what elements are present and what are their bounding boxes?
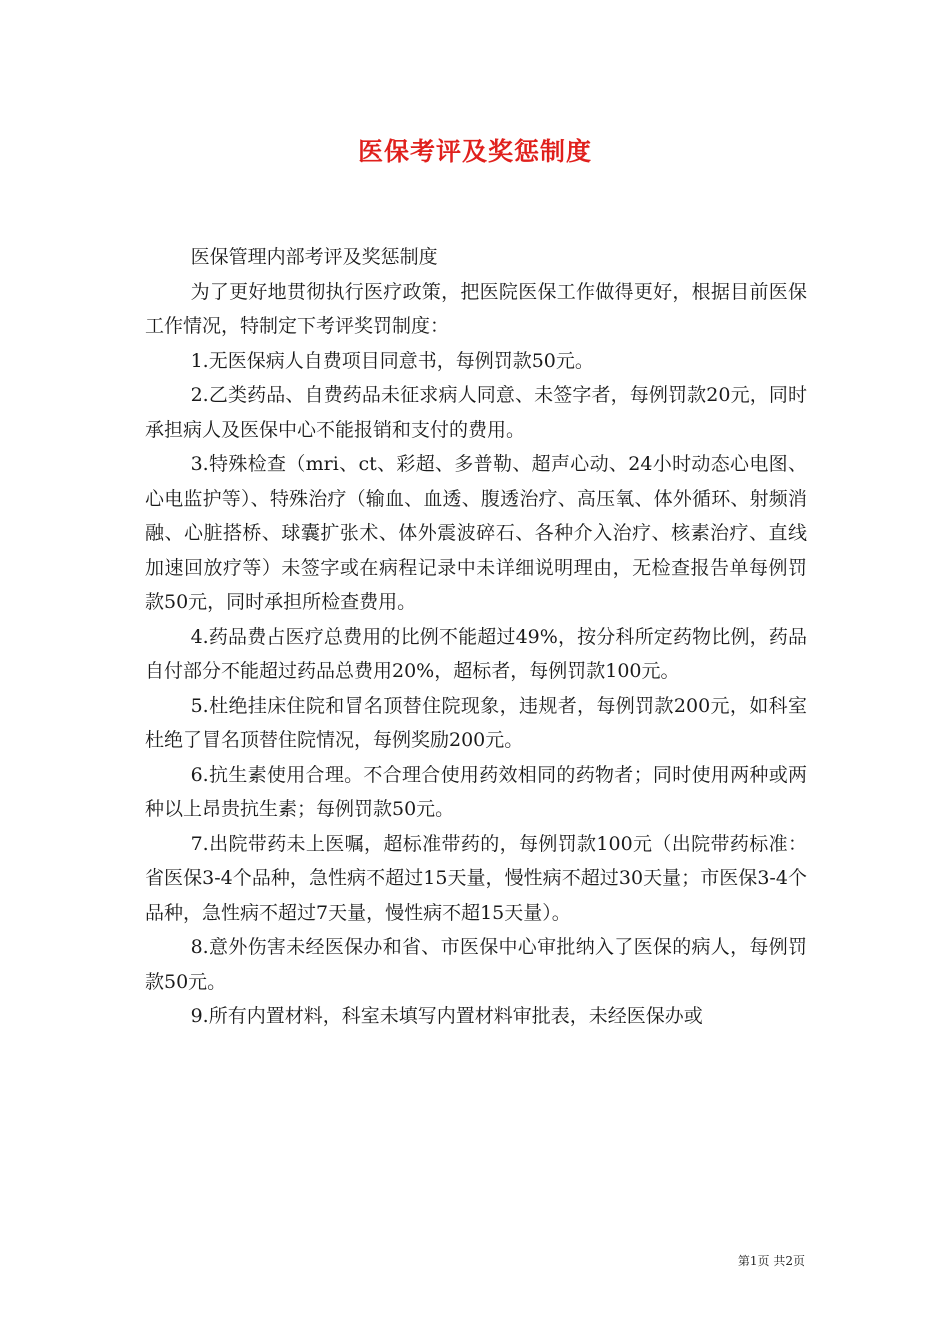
- document-subtitle: 医保管理内部考评及奖惩制度: [190, 246, 438, 268]
- document-body: [145, 240, 807, 1034]
- page-footer: 第1页 共2页: [737, 1254, 805, 1268]
- paragraph-item-1: 1.无医保病人自费项目同意书，每例罚款50元。: [190, 349, 594, 372]
- document-title: 医保考评及奖惩制度: [357, 137, 592, 166]
- paragraph-item-6: 6.抗生素使用合理。不合理合使用药效相同的药物者；同时使用两种或两种以上昂贵抗生素；每例罚款50元。: [145, 763, 807, 820]
- paragraph-item-9: 9.所有内置材料，科室未填写内置材料审批表，未经医保办或: [190, 1005, 703, 1027]
- paragraph-item-8: 8.意外伤害未经医保办和省、市医保中心审批纳入了医保的病人，每例罚款50元。: [145, 936, 807, 993]
- paragraph-item-2: 2.乙类药品、自费药品未征求病人同意、未签字者，每例罚款20元，同时承担病人及医保中心不能报销和支付的费用。: [145, 384, 807, 441]
- paragraph-intro: 为了更好地贯彻执行医疗政策，把医院医保工作做得更好，根据目前医保工作情况，特制定下考评奖罚制度：: [145, 280, 807, 337]
- paragraph-item-7: 7.出院带药未上医嘱，超标准带药的，每例罚款100元（出院带药标准：省医保3-4个品种，急性病不超过15天量，慢性病不超过30天量；市医保3-4个品种，急性病不超过7天量，慢性病不超15天量）。: [145, 832, 807, 924]
- paragraph-item-4: 4.药品费占医疗总费用的比例不能超过49%，按分科所定药物比例，药品自付部分不能超过药品总费用20%，超标者，每例罚款100元。: [145, 625, 807, 682]
- paragraph-item-5: 5.杜绝挂床住院和冒名顶替住院现象，违规者，每例罚款200元，如科室杜绝了冒名顶替住院情况，每例奖励200元。: [145, 694, 807, 751]
- paragraph-item-3: 3.特殊检查（mri、ct、彩超、多普勒、超声心动、24小时动态心电图、心电监护等）、特殊治疗（输血、血透、腹透治疗、高压氧、体外循环、射频消融、心脏搭桥、球囊扩张术、体外震波碎石、各种介入治疗、核素治疗、直线加速回放疗等）未签字或在病程记录中未详细说明理由，无检查报告单每例罚款50元，同时承担所检查费用。: [145, 453, 807, 613]
